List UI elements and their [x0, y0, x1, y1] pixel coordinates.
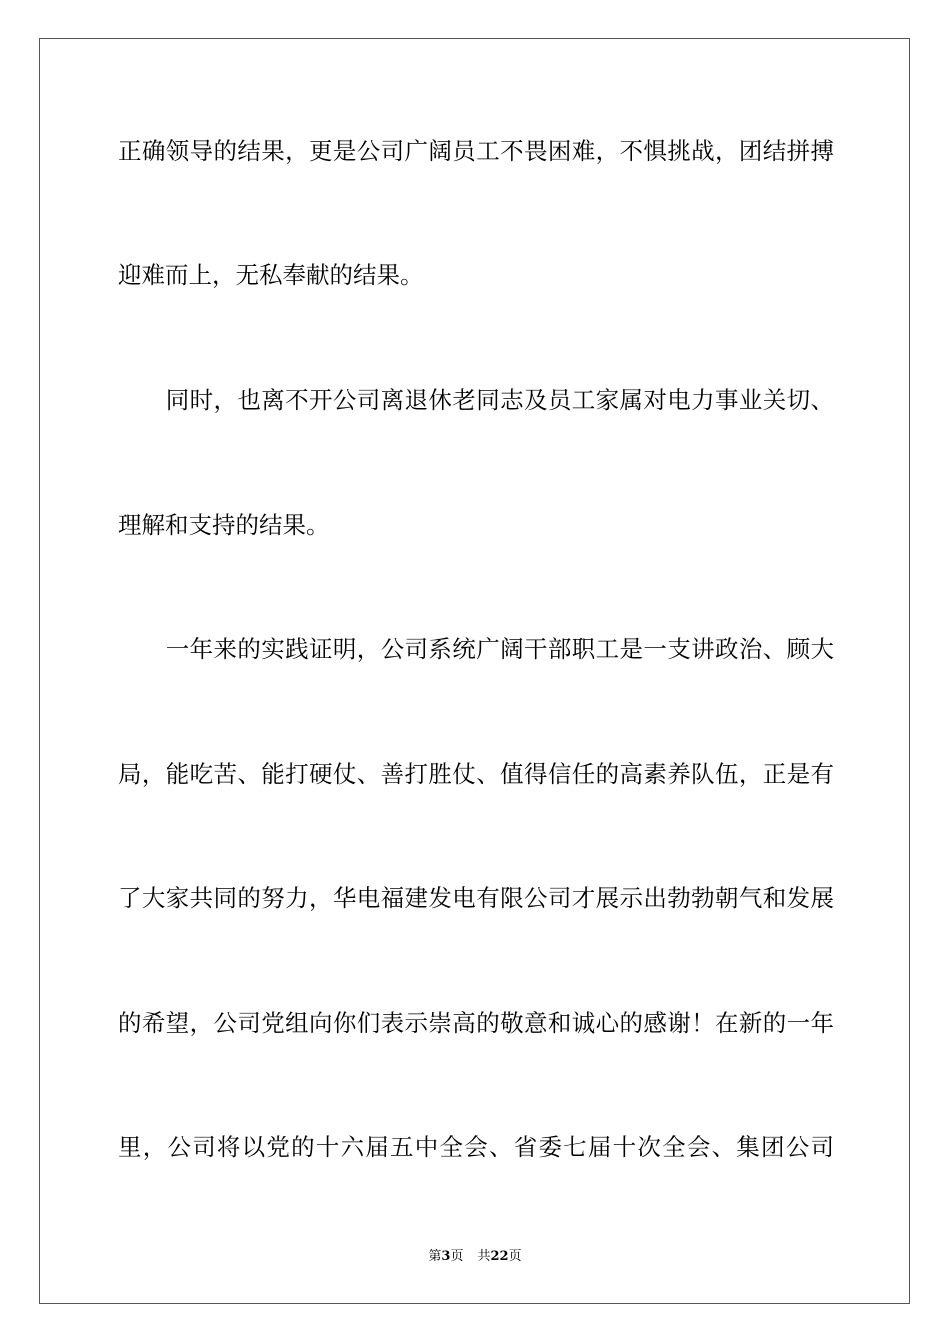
page-border [39, 38, 910, 1304]
text-line-4: 理解和支持的结果。 [118, 511, 330, 539]
footer-page-suffix: 页 [450, 1249, 464, 1264]
text-line-5: 一年来的实践证明，公司系统广阔干部职工是一支讲政治、顾大 [118, 635, 834, 663]
text-line-6: 局，能吃苦、能打硬仗、善打胜仗、值得信任的高素养队伍，正是有 [118, 760, 834, 788]
text-line-8: 的希望，公司党组向你们表示崇高的敬意和诚心的感谢！在新的一年 [118, 1009, 834, 1037]
text-line-1: 正确领导的结果，更是公司广阔员工不畏困难，不惧挑战，团结拼搏 [118, 137, 834, 165]
footer-total-suffix: 页 [508, 1249, 522, 1264]
footer-total-prefix: 共 [477, 1249, 491, 1264]
text-line-7: 了大家共同的努力，华电福建发电有限公司才展示出勃勃朝气和发展 [118, 884, 834, 912]
footer-total-pages: 22 [490, 1249, 509, 1264]
footer-page-number: 3 [441, 1249, 451, 1264]
page-footer [0, 1248, 950, 1266]
footer-page-prefix: 第 [428, 1249, 442, 1264]
text-line-2: 迎难而上，无私奉献的结果。 [118, 261, 424, 289]
text-line-9: 里，公司将以党的十六届五中全会、省委七届十次全会、集团公司 [118, 1133, 834, 1161]
text-line-3: 同时，也离不开公司离退休老同志及员工家属对电力事业关切、 [118, 386, 834, 414]
